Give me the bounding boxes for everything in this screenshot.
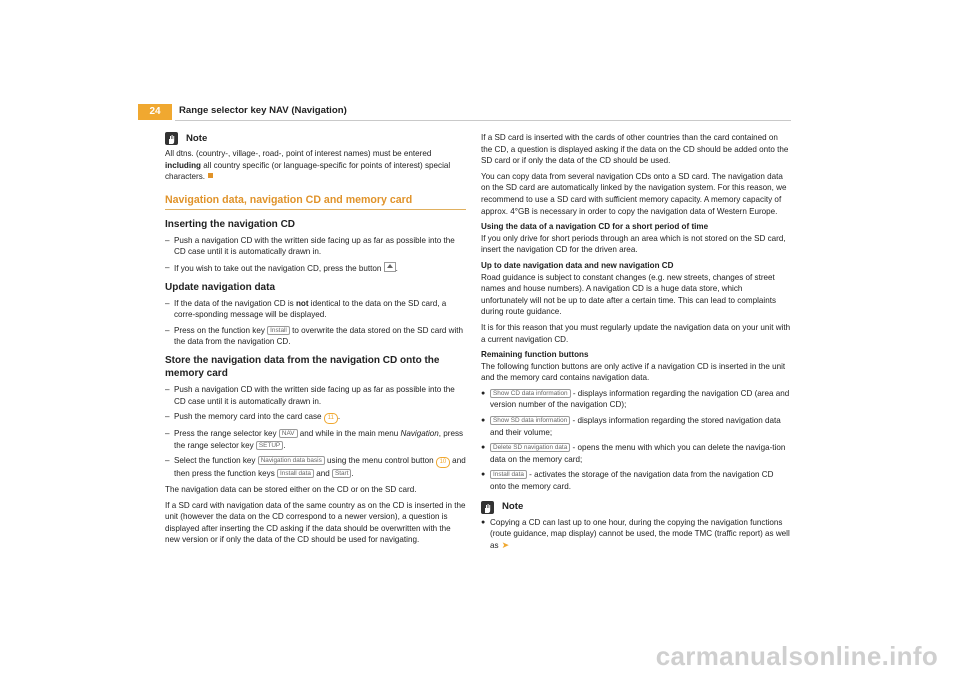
bullet-text: - displays information regarding the stored navigation data and their volume; [490,416,781,437]
note-label: Note [502,501,524,513]
step-item [165,428,466,451]
left-column [165,132,466,550]
run-in-heading: Using the data of a navigation CD for a short period of time [481,222,709,232]
key-install-data: Install data [490,470,527,479]
note-text-bold: including [165,160,201,170]
page-number: 24 [138,104,172,120]
body-paragraph: If you only drive for short periods through an area which is not stored on the SD card, insert the navigation CD for the driven area. [481,233,786,255]
header-rule [175,120,791,121]
bullet-item [481,388,791,411]
step-text: , press the range selector key [174,429,464,450]
bullet-text: - opens the menu with which you can delete the naviga-tion data on the memory card; [490,443,786,464]
note-heading [481,501,791,514]
step-text: If you wish to take out the navigation CD, press the button [174,263,382,273]
body-paragraph: The navigation data can be stored either on the CD or on the SD card. [165,484,417,494]
step-text: . [337,412,341,422]
note-heading [165,132,466,145]
note-text [165,148,466,183]
step-text: If the data of the navigation CD is [174,298,296,308]
note-label: Note [186,132,208,144]
callout-number: 11 [324,413,338,424]
step-text-italic: Navigation [400,429,439,439]
step-item: – Push a navigation CD with the written side facing up as far as possible into the CD case until it is automatically drawn in. [165,235,466,258]
key-setup: SETUP [256,441,283,450]
key-nav: NAV [279,429,298,438]
step-text: using the menu control button [324,456,436,466]
body-paragraph: If a SD card with navigation data of the same country as on the CD is inserted in the unit (however the data on the CD correspond to a newer version), a question is displayed after inserting the CD asking if the data should be overwritten with the new version or if only the data of the CD should be used for navigating. [165,500,466,545]
section-end-square-icon [208,173,213,178]
page-header-title: Range selector key NAV (Navigation) [179,105,347,116]
note-text-a: All dtns. (country-, village-, road-, point of interest names) must be entered [165,149,432,158]
step-text: . [351,469,354,479]
body-paragraph: Road guidance is subject to constant changes (e.g. new streets, changes of street names and house numbers). A navigation CD is a huge data store, which unfortunately will not be up to date after a certain time. This can lead to complaints during route guidance. [481,272,776,317]
step-text: Push the memory card into the card case [174,412,324,422]
body-paragraph: The following function buttons are only active if a navigation CD is inserted in the unit and the memory card contains navigation data. [481,361,786,383]
bullet-item [481,442,791,465]
note-text-b: all country specific (or language-specific for points of interest) special characters. [165,160,451,182]
subheading-inserting: Inserting the navigation CD [165,218,296,230]
step-text: Press the range selector key [174,429,279,439]
continue-arrow-icon: ➤ [501,539,510,550]
watermark: carmanualsonline.info [655,641,938,672]
step-item [165,455,466,480]
eject-icon [384,262,396,272]
step-text: and then press the function keys [174,456,466,479]
section-title: Navigation data, navigation CD and memory card [165,193,466,210]
step-text: and [313,469,332,479]
subheading-store: Store the navigation data from the navigation CD onto the memory card [165,354,440,379]
bullet-item [481,517,791,552]
step-text-bold: not [295,298,309,308]
bullet-text: - displays information regarding the navigation CD (area and version number of the navigation CD); [490,388,790,410]
step-text: and while in the main menu [297,429,401,439]
key-start: Start [332,469,352,478]
key-install-data: Install data [277,469,314,478]
step-text: . [395,263,398,273]
callout-number: 10 [436,457,450,468]
body-paragraph: It is for this reason that you must regularly update the navigation data on your unit with a current navigation CD. [481,322,791,344]
body-paragraph: If a SD card is inserted with the cards of other countries than the card contained on the CD, a question is displayed asking if the data on the CD should be added onto the SD card or if only the data of the CD should be used. [481,133,789,166]
step-text: Select the function key [174,456,258,466]
step-text: . [283,440,286,450]
right-column [481,132,791,555]
run-in-heading: Up to date navigation data and new navigation CD [481,260,674,270]
key-show-cd-data-information: Show CD data information [490,389,571,398]
bullet-text: Copying a CD can last up to one hour, during the copying the navigation functions (route guidance, map display) cannot be used, the mode TMC (traffic report) as well as [490,517,790,550]
step-text: identical to the data on the SD card, a corre-sponding message will be displayed. [174,298,447,320]
key-install: Install [267,326,290,335]
step-item [165,411,466,424]
note-hand-icon [481,501,494,514]
step-item [165,262,466,275]
step-item [165,325,466,348]
key-delete-sd-navigation-data: Delete SD navigation data [490,443,570,452]
step-text: to overwrite the data stored on the SD card with the data from the navigation CD. [174,325,464,347]
bullet-item [481,469,791,492]
body-paragraph: You can copy data from several navigation CDs onto a SD card. The navigation data on the SD card are automatically linked by the navigation system. For this reason, we recommend to use a SD card with sufficient memory capacity. A memory capacity of approx. 4°GB is necessary in order to copy the navigation data of Western Europe. [481,171,787,216]
note-hand-icon [165,132,178,145]
run-in-heading: Remaining function buttons [481,350,589,360]
step-item [165,298,466,321]
key-show-sd-data-information: Show SD data information [490,416,570,425]
key-navigation-data-basis: Navigation data basis [258,456,325,465]
step-text: Press on the function key [174,325,268,335]
subheading-update: Update navigation data [165,281,276,293]
bullet-text: - activates the storage of the navigation data from the navigation CD onto the memory card. [490,470,774,492]
bullet-item [481,415,791,438]
step-item: – Push a navigation CD with the written side facing up as far as possible into the CD case until it is automatically drawn in. [165,384,466,407]
